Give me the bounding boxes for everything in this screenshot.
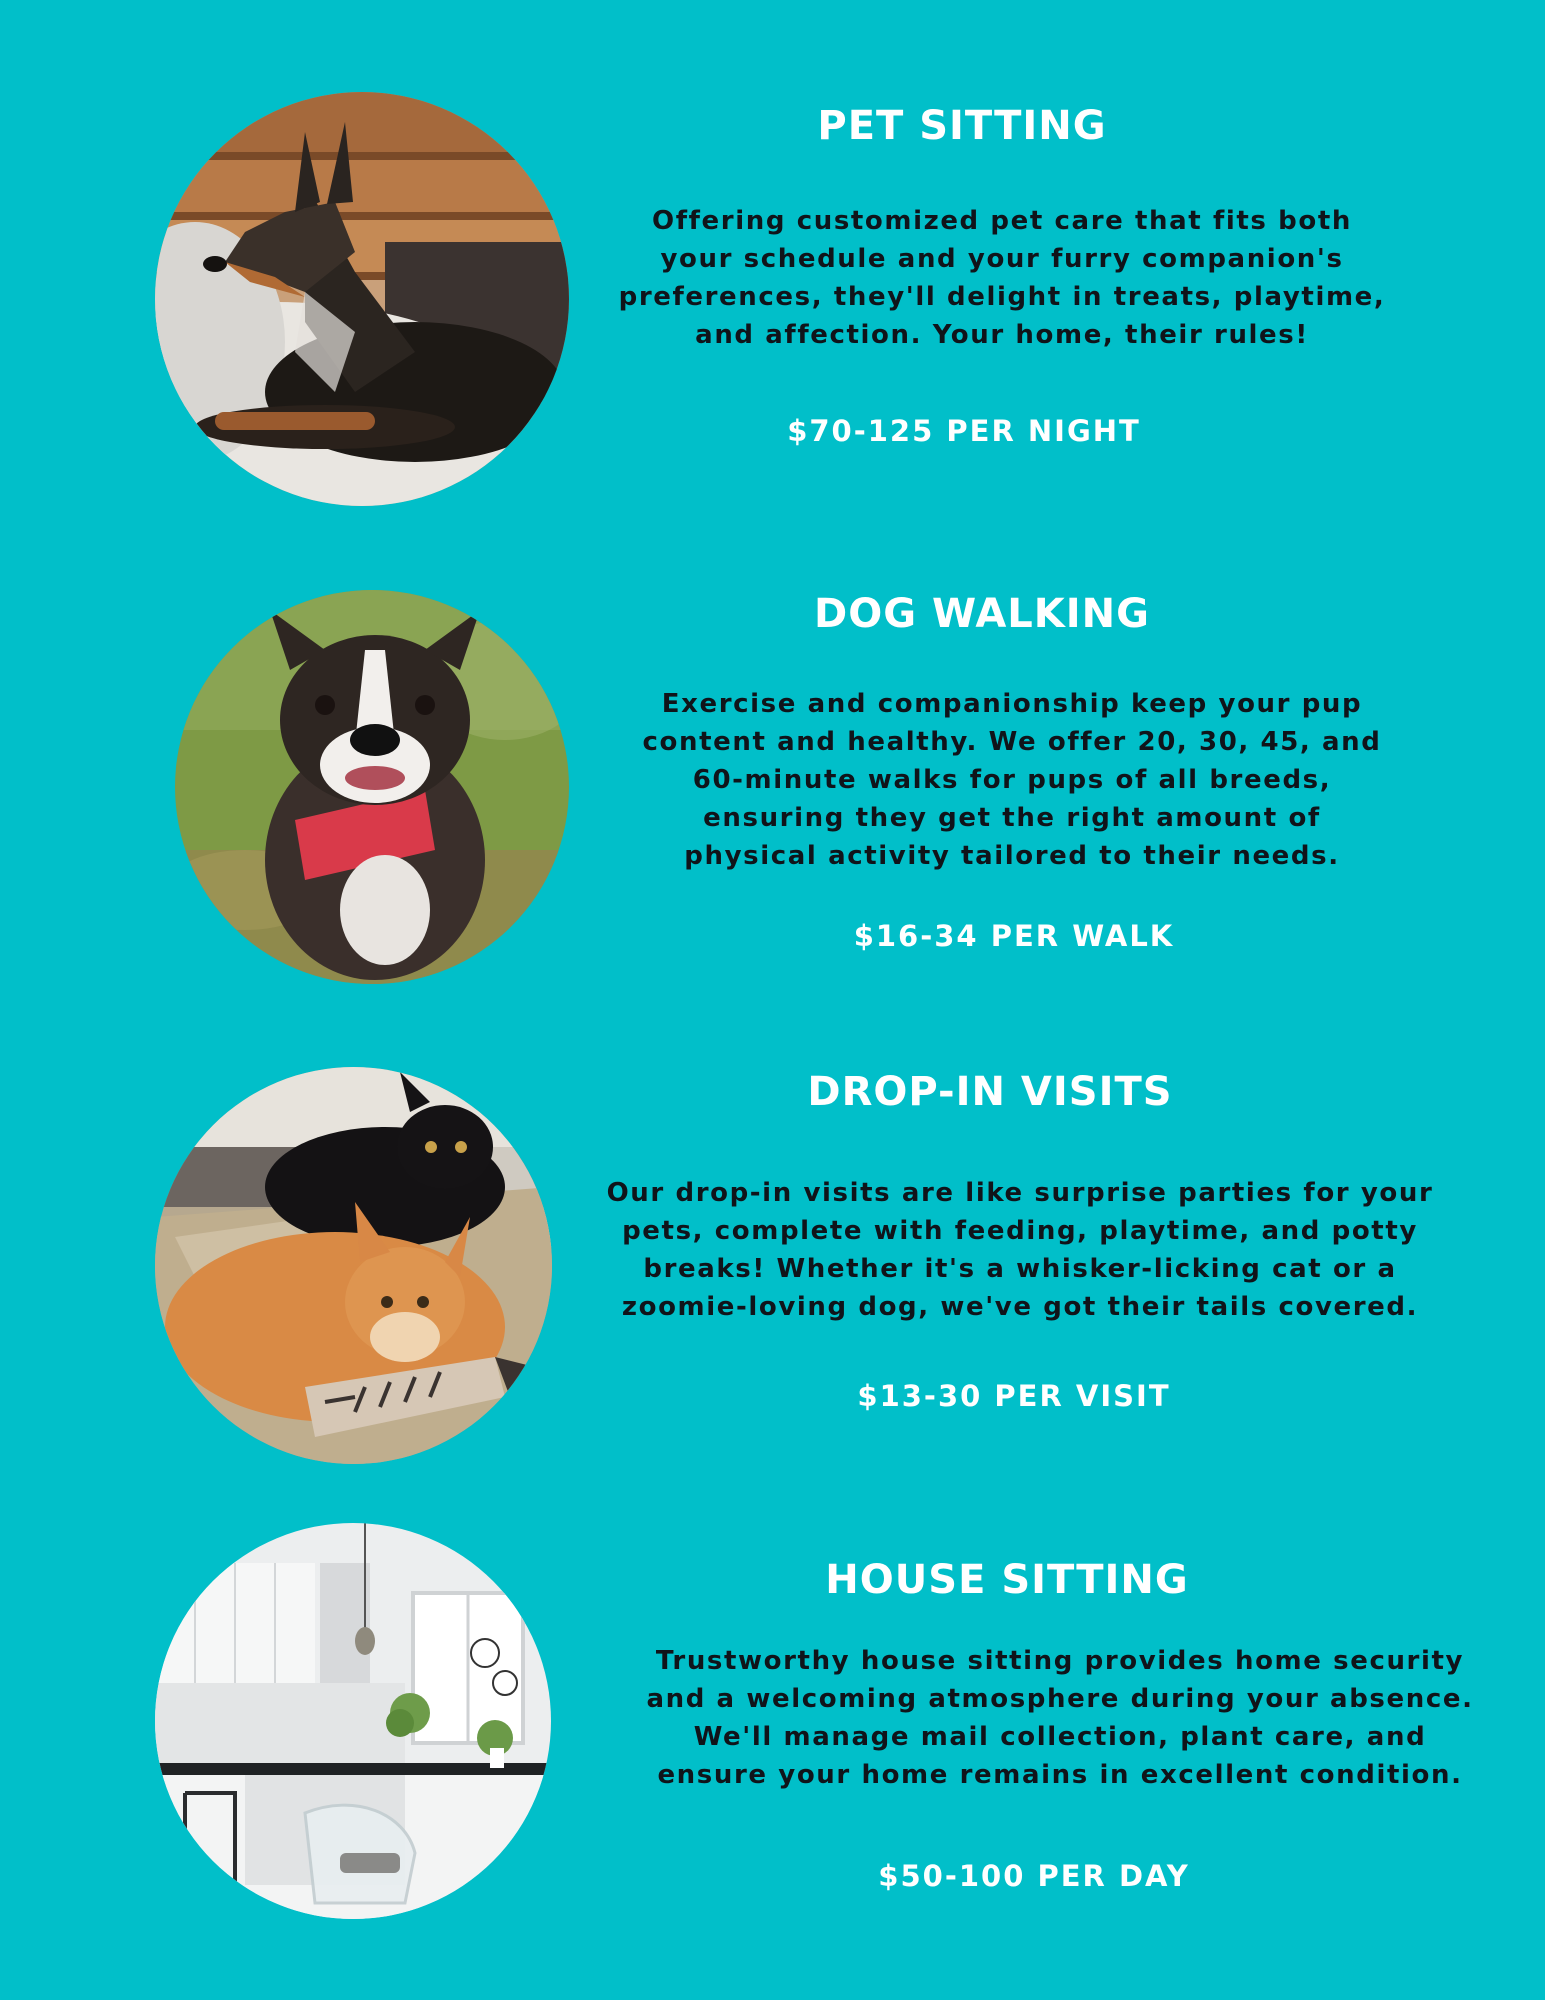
service-title: DROP-IN VISITS [807,1069,1173,1115]
description-line: ensuring they get the right amount of [703,803,1321,833]
description-line: and a welcoming atmosphere during your absence. [646,1684,1474,1714]
boston-terrier-on-grass-photo [175,590,569,984]
two-cats-photo [155,1067,552,1464]
description-line: and affection. Your home, their rules! [695,320,1309,350]
description-line: Our drop-in visits are like surprise parties for your [606,1178,1434,1208]
modern-kitchen-photo [155,1523,551,1919]
description-line: preferences, they'll delight in treats, playtime, [618,282,1386,312]
description-line: 60-minute walks for pups of all breeds, [692,765,1332,795]
description-line: We'll manage mail collection, plant care, and [693,1722,1427,1752]
service-title: PET SITTING [817,103,1107,149]
service-title: DOG WALKING [814,591,1150,637]
service-price: $70-125 PER NIGHT [787,414,1141,448]
description-line: ensure your home remains in excellent condition. [657,1760,1463,1790]
description-line: Trustworthy house sitting provides home security [655,1646,1465,1676]
description-line: breaks! Whether it's a whisker-licking cat or a [643,1254,1397,1284]
service-description [590,1174,1450,1326]
description-line: physical activity tailored to their needs. [684,841,1340,871]
service-price: $50-100 PER DAY [878,1859,1190,1893]
dog-on-blanket-photo [155,92,569,506]
service-description [630,1642,1490,1794]
service-description [582,685,1442,875]
description-line: your schedule and your furry companion's [660,244,1344,274]
description-line: Exercise and companionship keep your pup [661,689,1363,719]
service-description [562,202,1442,354]
description-line: zoomie-loving dog, we've got their tails covered. [621,1292,1419,1322]
description-line: Offering customized pet care that fits both [652,206,1352,236]
service-price: $13-30 PER VISIT [857,1379,1171,1413]
service-title: HOUSE SITTING [825,1557,1189,1603]
description-line: pets, complete with feeding, playtime, and potty [622,1216,1418,1246]
service-price: $16-34 PER WALK [853,919,1175,953]
description-line: content and healthy. We offer 20, 30, 45, and [642,727,1382,757]
